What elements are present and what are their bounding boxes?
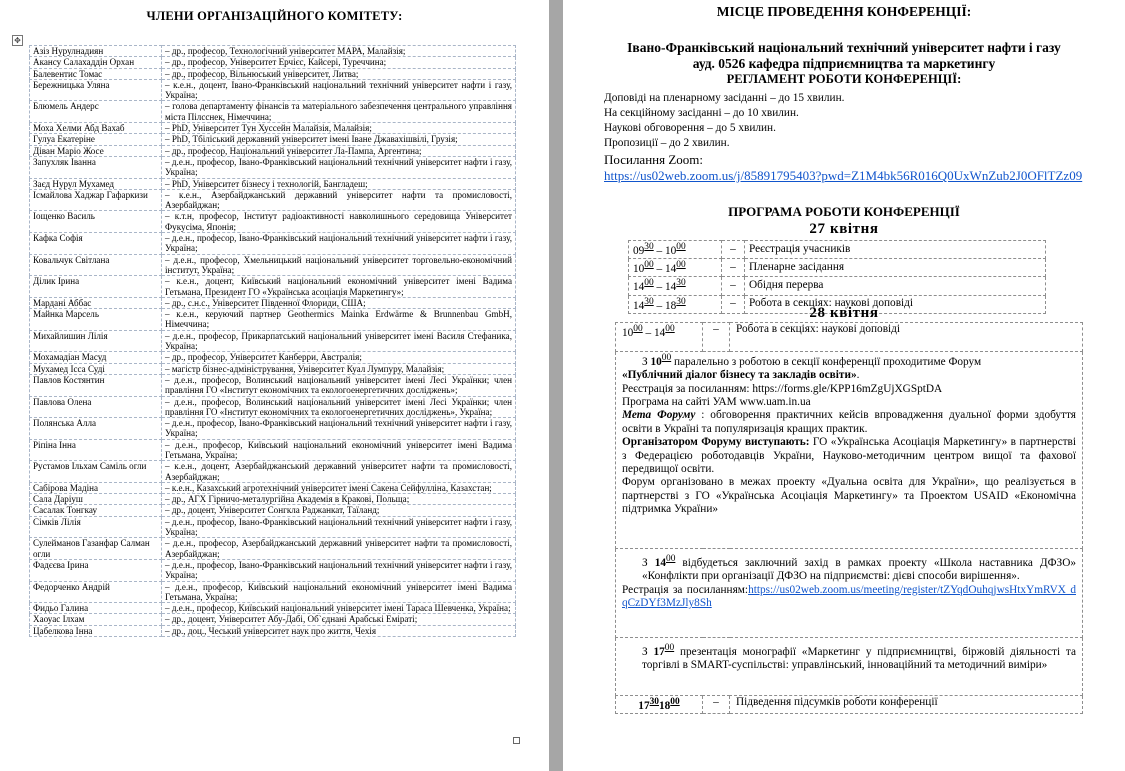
committee-member-row — [30, 276, 516, 298]
page-separator — [549, 0, 563, 771]
member-affiliation: – д.е.н., професор, Волинський національний університет імені Лесі Українки; член правління ГО «Інститут економічних та екологоенергетичних досліджень», Україна; — [162, 396, 516, 418]
schedule-dash: – — [722, 241, 745, 259]
committee-member-row — [30, 68, 516, 79]
committee-member-row — [30, 461, 516, 483]
member-name: Майнка Марсель — [30, 309, 162, 331]
member-name: Акансу Салахаддін Орхан — [30, 57, 162, 68]
member-affiliation: – д.е.н., професор, Івано-Франківський національний технічний університет нафти і газу, Україна; — [162, 233, 516, 255]
member-affiliation: – д.е.н., професор, Київський національний економічний університет імені Вадима Гетьмана, Україна; — [162, 581, 516, 603]
schedule-dash: – — [703, 323, 730, 352]
committee-member-row — [30, 79, 516, 101]
member-name: Сулейманов Газанфар Салман огли — [30, 538, 162, 560]
committee-member-row — [30, 46, 516, 57]
member-affiliation: – д.е.н., професор, Івано-Франківський національний технічний університет нафти і газу, Україна; — [162, 516, 516, 538]
member-affiliation: – др., с.н.с., Університет Південної Флориди, США; — [162, 297, 516, 308]
committee-member-row — [30, 396, 516, 418]
member-name: Ісмайлова Хаджар Гафаркизи — [30, 189, 162, 211]
member-affiliation: – др., професор, Національний університет Ла-Пампа, Аргентина; — [162, 145, 516, 156]
member-name: Моха Хелми Абд Вахаб — [30, 123, 162, 134]
monograph-cell — [616, 638, 1083, 696]
forum-organizers: Організатором Форуму виступають: ГО «Українська Асоціація Маркетингу» в партнерстві з Федерацією роботодавців України, Науково-методичним центром вищої та фахової передвищої освіти. — [622, 436, 1076, 476]
member-name: Михайлишин Лілія — [30, 330, 162, 352]
member-name: Ковальчук Світлана — [30, 254, 162, 276]
closing-event-registration-link[interactable]: https://us02web.zoom.us/meeting/register/tZYqdOuhqjwsHtxYmRVX dqCzDYf3MzJly8Sh — [622, 583, 1076, 609]
schedule-row — [616, 323, 1083, 352]
member-name: Мухамед Ісса Суді — [30, 363, 162, 374]
schedule-time: $10^{00} - 14^{00}$ — [616, 323, 703, 352]
member-name: Федорченко Андрій — [30, 581, 162, 603]
forum-cell — [616, 352, 1083, 549]
member-name: Сімків Лілія — [30, 516, 162, 538]
committee-member-row — [30, 494, 516, 505]
member-affiliation: – PhD, Університет бізнесу і технологій, Бангладеш; — [162, 178, 516, 189]
member-affiliation: – др., доцент, Університет Сонгкла Раджанкат, Таїланд; — [162, 505, 516, 516]
member-name: Іощенко Василь — [30, 211, 162, 233]
member-affiliation: – голова департаменту фінансів та матеріального забезпечення центрального управління міста Пілсснек, Німеччина; — [162, 101, 516, 123]
committee-member-row — [30, 145, 516, 156]
member-affiliation: – д.е.н., професор, Азербайджанський державний університет нафти та промисловості, Азербайджан; — [162, 538, 516, 560]
day2-schedule-table — [615, 322, 1083, 714]
committee-member-row — [30, 581, 516, 603]
member-affiliation: – др., професор, Університет Канберри, Австралія; — [162, 352, 516, 363]
venue-department: ауд. 0526 кафедра підприємництва та маркетингу — [692, 56, 996, 71]
program-page — [563, 0, 1125, 771]
committee-member-row — [30, 625, 516, 636]
member-name: Заєд Нурул Мухамед — [30, 178, 162, 189]
member-affiliation: – др., доц., Чеський університет наук про життя, Чехія — [162, 625, 516, 636]
committee-member-row — [30, 233, 516, 255]
schedule-dash: – — [722, 259, 745, 277]
committee-member-row — [30, 101, 516, 123]
committee-member-row — [30, 134, 516, 145]
committee-member-row — [30, 418, 516, 440]
member-affiliation: – PhD, Тбіліський державний університет імені Іване Джавахішвілі, Грузія; — [162, 134, 516, 145]
member-affiliation: – др., професор, Університет Ерчієс, Кайсері, Туреччина; — [162, 57, 516, 68]
member-name: Гулуа Екатеріне — [30, 134, 162, 145]
member-name: Фидьо Галина — [30, 603, 162, 614]
schedule-activity: Реєстрація учасників — [745, 241, 1046, 259]
schedule-time: $14^{30} - 18^{30}$ — [629, 295, 722, 313]
member-affiliation: – к.е.н., керуючий партнер Geothermics Mainka Erdwärme & Brunnenbau GmbH, Німеччина; — [162, 309, 516, 331]
committee-title: ЧЛЕНИ ОРГАНІЗАЦІЙНОГО КОМІТЕТУ: — [146, 9, 403, 23]
member-name: Сасалак Тонгкау — [30, 505, 162, 516]
zoom-label: Посилання Zoom: — [604, 152, 704, 167]
schedule-row — [629, 241, 1046, 259]
schedule-dash: – — [722, 295, 745, 313]
committee-member-row — [30, 57, 516, 68]
schedule-row — [629, 259, 1046, 277]
program-title: ПРОГРАМА РОБОТИ КОНФЕРЕНЦІЇ — [728, 204, 960, 219]
regulations-title: РЕГЛАМЕНТ РОБОТИ КОНФЕРЕНЦІЇ: — [726, 72, 962, 86]
committee-member-row — [30, 439, 516, 461]
forum-registration: Реєстрація за посиланням: https://forms.gle/KPP16mZgUjXGSptDA — [622, 382, 943, 395]
monograph-text: З $17^{00}$ презентація монографії «Маркетинг у підприємництві, біржовій діяльності та торгівлі в SMART-суспільстві: управлінський, інноваційний та методичний виміри» — [642, 643, 1076, 672]
member-name: Азіз Нурулнадиян — [30, 46, 162, 57]
member-name: Цабелкова Інна — [30, 625, 162, 636]
member-affiliation: – к.е.н., Азербайджанський державний університет нафти та промисловості, Азербайджан; — [162, 189, 516, 211]
member-name: Ріпіна Інна — [30, 439, 162, 461]
venue-title: МІСЦЕ ПРОВЕДЕННЯ КОНФЕРЕНЦІЇ: — [716, 4, 972, 19]
member-name: Ділик Ірина — [30, 276, 162, 298]
member-affiliation: – к.е.н., Казахський агротехнічний університет імені Сакена Сейфулліна, Казахстан; — [162, 482, 516, 493]
member-name: Павлов Костянтин — [30, 374, 162, 396]
closing-event-text: З $14^{00}$ відбудеться заключний захід в рамках проекту «Школа наставника ДФЗО» «Конфлікти при організації ДФЗО на підприємстві: дієві способи вирішення». — [642, 554, 1077, 583]
table-resize-handle[interactable] — [513, 737, 520, 744]
venue-university: Івано-Франківський національний технічний університет нафти і газу — [627, 40, 1061, 55]
forum-framework: Форум організовано в межах проекту «Дуальна освіта для України», що реалізується в партнерстві з ГО «Українська Асоціація Маркетингу» та Проектом USAID «Економічна підтримка України» — [622, 476, 1076, 516]
schedule-time: $17^{30}18^{00}$ — [616, 696, 703, 714]
member-name: Бережницька Уляна — [30, 79, 162, 101]
member-affiliation: – д.е.н., професор, Київський національний економічний університет імені Вадима Гетьмана, Україна; — [162, 439, 516, 461]
member-name: Сабірова Мадіна — [30, 482, 162, 493]
member-name: Хаоуас Ілхам — [30, 614, 162, 625]
schedule-time: $09^{30} - 10^{00}$ — [629, 241, 722, 259]
regulation-item: Доповіді на пленарному засіданні – до 15 хвилин. — [604, 92, 845, 104]
forum-goal: Мета Форуму : обговорення практичних кейсів впровадження дуальної форми здобуття освіти в Україні та популяризація кращих практик. — [622, 409, 1076, 435]
member-affiliation: – PhD, Університет Тун Хуссейн Малайзія, Малайзія; — [162, 123, 516, 134]
member-name: Сала Даріуш — [30, 494, 162, 505]
schedule-row — [616, 696, 1083, 714]
committee-member-row — [30, 363, 516, 374]
schedule-time: $14^{00} - 14^{30}$ — [629, 277, 722, 295]
member-affiliation: – д.е.н., професор, Волинський національний університет імені Лесі Українки; член правління ГО «Інститут економічних та екологоенергетичних досліджень»; — [162, 374, 516, 396]
schedule-activity: Пленарне засідання — [745, 259, 1046, 277]
member-affiliation: – к.т.н, професор, Інститут радіоактивності навколишнього середовища Університет Фукусіма, Японія; — [162, 211, 516, 233]
day1-title: 27 квітня — [809, 221, 879, 237]
day2-title: 28 квітня — [809, 305, 879, 321]
day1-schedule-table — [628, 240, 1046, 314]
committee-member-row — [30, 482, 516, 493]
committee-member-row — [30, 178, 516, 189]
member-name: Мохамадіан Масуд — [30, 352, 162, 363]
member-affiliation: – д.е.н., професор, Івано-Франківський національний технічний університет нафти і газу, Україна; — [162, 418, 516, 440]
regulation-item: На секційному засіданні – до 10 хвилин. — [604, 107, 799, 119]
committee-member-row — [30, 614, 516, 625]
forum-program-link: Програма на сайті УАМ www.uam.in.ua — [622, 395, 811, 408]
forum-block — [616, 352, 1083, 549]
committee-member-row — [30, 297, 516, 308]
closing-event-cell — [616, 549, 1083, 638]
schedule-dash: – — [722, 277, 745, 295]
monograph-block — [616, 638, 1083, 696]
regulation-item: Наукові обговорення – до 5 хвилин. — [604, 122, 776, 134]
member-name: Рустамов Ільхам Саміль огли — [30, 461, 162, 483]
member-affiliation: – др., професор, Технологічний університет МАРА, Малайзія; — [162, 46, 516, 57]
member-affiliation: – д.е.н., професор, Івано-Франківський національний технічний університет нафти і газу, Україна; — [162, 156, 516, 178]
zoom-link[interactable]: https://us02web.zoom.us/j/85891795403?pwd=Z1M4bk56R016Q0UxWnZub2J0OFlTZz09 — [604, 168, 1083, 183]
schedule-dash: – — [703, 696, 730, 714]
committee-member-row — [30, 559, 516, 581]
member-name: Кафка Софія — [30, 233, 162, 255]
committee-member-row — [30, 516, 516, 538]
member-name: Запухляк Іванна — [30, 156, 162, 178]
closing-event-registration: Рестрація за посиланням:https://us02web.zoom.us/meeting/register/tZYqdOuhqjwsHtxYmRVX dqCzDYf3MzJly8Sh — [622, 583, 1076, 609]
member-affiliation: – др., професор, Вільнюський університет, Литва; — [162, 68, 516, 79]
committee-member-row — [30, 189, 516, 211]
table-move-handle-icon[interactable]: ✥ — [12, 35, 23, 46]
schedule-time: $10^{00} - 14^{00}$ — [629, 259, 722, 277]
forum-intro: З $10^{00}$ паралельно з роботою в секції конференції проходитиме Форум — [642, 353, 982, 368]
committee-member-row — [30, 505, 516, 516]
schedule-activity: Робота в секціях: наукові доповіді — [745, 295, 1046, 313]
committee-member-row — [30, 309, 516, 331]
closing-event-block — [616, 549, 1083, 638]
member-name: Полянська Алла — [30, 418, 162, 440]
committee-member-row — [30, 538, 516, 560]
committee-member-row — [30, 211, 516, 233]
member-affiliation: – д.е.н., професор, Івано-Франківський національний технічний університет нафти і газу, Україна; — [162, 559, 516, 581]
schedule-row — [629, 277, 1046, 295]
committee-member-row — [30, 123, 516, 134]
committee-member-row — [30, 330, 516, 352]
committee-member-row — [30, 603, 516, 614]
member-affiliation: – магістр бізнес-адміністрування, Університет Куал Лумпуру, Малайзія; — [162, 363, 516, 374]
member-name: Павлова Олена — [30, 396, 162, 418]
schedule-activity: Підведення підсумків роботи конференції — [730, 696, 1083, 714]
member-affiliation: – к.е.н., доцент, Івано-Франківський національний технічний університет нафти і газу, Україна; — [162, 79, 516, 101]
member-name: Балевентис Томас — [30, 68, 162, 79]
member-name: Фадєєва Ірина — [30, 559, 162, 581]
committee-member-row — [30, 156, 516, 178]
member-affiliation: – д.е.н., професор, Прикарпатський національний університет імені Василя Стефаника, Україна; — [162, 330, 516, 352]
member-affiliation: – д.е.н., професор, Київський національний університет імені Тараса Шевченка, Україна; — [162, 603, 516, 614]
regulation-item: Пропозиції – до 2 хвилин. — [604, 137, 730, 149]
member-name: Мардані Аббас — [30, 297, 162, 308]
committee-member-row — [30, 254, 516, 276]
forum-name: «Публічний діалог бізнесу та закладів освіти». — [622, 369, 860, 382]
schedule-activity: Обідня перерва — [745, 277, 1046, 295]
member-affiliation: – к.е.н., доцент, Київський національний економічний університет імені Вадима Гетьмана, Президент ГО «Українська асоціація Маркетингу»; — [162, 276, 516, 298]
schedule-activity: Робота в секціях: наукові доповіді — [730, 323, 1083, 352]
member-name: Діван Маріо Жосе — [30, 145, 162, 156]
member-affiliation: – д.е.н., професор, Хмельницький національний університет торговельно-економічний інститут, Україна; — [162, 254, 516, 276]
regulations-list — [604, 91, 1104, 151]
member-affiliation: – др., доцент, Університет Абу-Дабі, Об`єднані Арабські Еміраті; — [162, 614, 516, 625]
committee-page — [0, 0, 549, 771]
member-affiliation: – др., АГХ Гірничо-металургійна Академія в Кракові, Польща; — [162, 494, 516, 505]
committee-member-row — [30, 374, 516, 396]
member-name: Блюмель Андерс — [30, 101, 162, 123]
committee-table — [29, 45, 516, 637]
member-affiliation: – к.е.н., доцент, Азербайджанський державний університет нафти та промисловості, Азербайджан; — [162, 461, 516, 483]
committee-member-row — [30, 352, 516, 363]
